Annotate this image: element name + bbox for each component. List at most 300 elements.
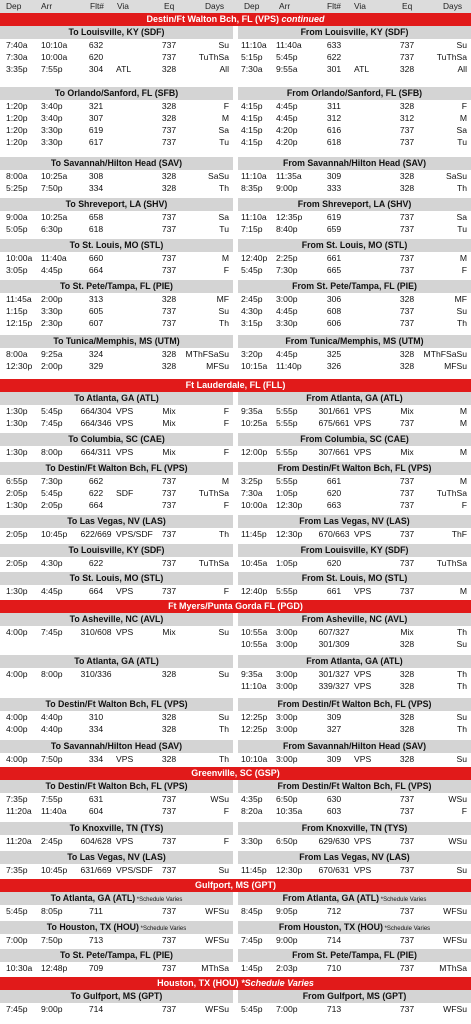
dep-time: 4:00p [6,724,28,734]
days: M [459,253,467,263]
route-title [238,239,471,252]
arr-time: 11:40a [276,40,302,50]
equipment: 737 [399,865,415,875]
inbound-route [238,698,471,735]
dep-time: 4:00p [6,754,28,764]
city-title: Ft Lauderdale, FL (FLL) [185,380,286,390]
flight-row [0,124,233,136]
inbound-route [238,280,471,329]
days: Su [456,712,467,722]
flight-number: 633 [326,40,342,50]
outbound-route [0,239,233,276]
equipment: 737 [399,125,415,135]
dep-time: 3:20p [241,349,263,359]
equipment: 737 [399,794,415,804]
via-airport: VPS [116,586,134,596]
inbound-route [238,921,471,946]
flight-row [0,360,233,372]
days: Sa [456,212,467,222]
route-title [238,392,471,405]
route-title [238,335,471,348]
via-airport: VPS [354,529,372,539]
equipment: 737 [399,529,415,539]
equipment: 737 [399,586,415,596]
days: WFSu [443,935,467,945]
dep-time: 1:30p [6,586,28,596]
arr-time: 4:30p [41,558,63,568]
equipment: 737 [161,558,177,568]
dep-time: 6:55p [6,476,28,486]
arr-time: 3:30p [276,318,298,328]
arr-time: 4:40p [41,724,63,734]
arr-time: 4:40p [41,712,63,722]
flight-number: 663 [326,500,342,510]
dep-time: 3:35p [6,64,28,74]
flight-row [238,835,471,847]
route-name: To Savannah/Hilton Head (SAV) [50,741,183,751]
flight-number: 304 [88,64,104,74]
equipment: 737 [399,52,415,62]
route-name: From Atlanta, GA (ATL) [306,393,403,403]
via-airport: VPS [354,406,372,416]
city-suffix: *Schedule Varies [238,978,314,988]
arr-time: 8:05p [41,906,63,916]
via-airport: VPS [354,754,372,764]
city-suffix: continued [279,14,325,24]
flight-row [0,51,233,63]
inbound-route [238,544,471,569]
flight-number: 325 [326,349,342,359]
inbound-route [238,851,471,876]
equipment: 737 [399,906,415,916]
days: Su [218,40,229,50]
equipment: 312 [399,113,415,123]
flight-row [238,805,471,817]
route-title [238,87,471,100]
route-title [238,198,471,211]
route-name: To Knoxville, TN (TYS) [69,823,164,833]
equipment: 737 [399,306,415,316]
city-title: Gulfport, MS (GPT) [195,880,276,890]
equipment: 328 [161,183,177,193]
via-airport: VPS [116,447,134,457]
equipment: 737 [399,963,415,973]
equipment: 328 [399,724,415,734]
flight-number: 665 [326,265,342,275]
flight-number: 631 [88,794,104,804]
outbound-route [0,921,233,946]
dep-time: 2:45p [241,294,263,304]
flight-row [238,1003,471,1015]
dep-time: 12:30p [6,361,33,371]
days: MFSu [444,361,467,371]
days: Th [456,183,467,193]
flight-row [0,252,233,264]
equipment: 737 [161,836,177,846]
flight-number: 713 [88,935,104,945]
flight-number: 664 [88,586,104,596]
flight-number: 670/663 [318,529,350,539]
arr-time: 5:55p [276,418,298,428]
flight-number: 670/631 [318,865,350,875]
equipment: 328 [399,361,415,371]
flight-row [238,39,471,51]
days: Su [456,754,467,764]
flight-number: 307/661 [318,447,350,457]
route-name: From Houston, TX (HOU) [278,922,383,932]
route-title [0,698,233,711]
dep-time: 1:20p [6,101,28,111]
dep-time: 8:20a [241,806,263,816]
route-name: From Destin/Ft Walton Bch, FL (VPS) [277,699,432,709]
arr-time: 9:25a [41,349,63,359]
days: F [223,447,229,457]
flight-number: 658 [88,212,104,222]
dep-time: 10:55a [241,639,268,649]
flight-number: 632 [88,40,104,50]
route-title [238,572,471,585]
flight-row [0,182,233,194]
flight-number: 622 [326,52,342,62]
equipment: Mix [400,406,414,416]
route-title [238,515,471,528]
days: SaSu [207,171,229,181]
flight-row [238,360,471,372]
arr-time: 1:05p [276,558,298,568]
days: WFSu [205,906,229,916]
arr-time: 7:50p [41,183,63,193]
arr-time: 7:50p [41,935,63,945]
flight-row [0,753,233,765]
days: Su [218,712,229,722]
equipment: 737 [399,836,415,846]
dep-time: 10:00a [241,500,268,510]
dep-time: 3:30p [241,836,263,846]
arr-time: 12:30p [276,865,303,875]
route-title [0,851,233,864]
outbound-route [0,780,233,817]
days: TuThSa [436,558,467,568]
flight-number: 608 [326,306,342,316]
days: M [459,447,467,457]
days: F [223,265,229,275]
arr-time: 4:45p [41,586,63,596]
flight-row [0,934,233,946]
arr-time: 2:03p [276,963,298,973]
via-airport: VPS [116,836,134,846]
days: Th [218,754,229,764]
route-name: To Las Vegas, NV (LAS) [67,516,166,526]
flight-number: 661 [326,253,342,263]
days: M [221,476,229,486]
dep-time: 7:45p [241,935,263,945]
days: Su [218,865,229,875]
days: Su [218,306,229,316]
arr-time: 10:00a [41,52,68,62]
flight-row [238,182,471,194]
dep-time: 2:05p [6,488,28,498]
days: Th [218,183,229,193]
equipment: 737 [399,40,415,50]
days: F [461,265,467,275]
flight-row [0,100,233,112]
equipment: 737 [399,253,415,263]
days: TuThSa [198,52,229,62]
arr-time: 3:00p [276,724,298,734]
via-airport: VPS/SDF [116,529,153,539]
outbound-route [0,892,233,917]
city-banner [0,13,471,26]
equipment: Mix [400,627,414,637]
inbound-route [238,239,471,276]
arr-time: 1:05p [276,488,298,498]
days: F [223,418,229,428]
flight-number: 334 [88,754,104,764]
flight-number: 313 [88,294,104,304]
arr-time: 8:00p [41,669,63,679]
flight-row [238,905,471,917]
days: M [221,253,229,263]
flight-row [238,680,471,692]
route-title [238,698,471,711]
arr-time: 10:25a [41,212,68,222]
flight-row [0,626,233,638]
flight-row [238,475,471,487]
days: Th [218,318,229,328]
days: F [223,500,229,510]
flight-row [0,499,233,511]
days: M [459,406,467,416]
days: WSu [210,794,229,804]
route-title [0,392,233,405]
header-days-right: Days [443,1,463,12]
city-title: Ft Myers/Punta Gorda FL (PGD) [168,601,303,611]
via-airport: ATL [116,64,132,74]
equipment: 328 [161,113,177,123]
days: Sa [218,212,229,222]
equipment: 737 [399,1004,415,1014]
arr-time: 4:45p [276,101,298,111]
days: WFSu [205,935,229,945]
equipment: 737 [161,212,177,222]
equipment: 737 [399,558,415,568]
flight-number: 620 [88,52,104,62]
dep-time: 3:25p [241,476,263,486]
days: Tu [219,137,229,147]
equipment: 328 [399,183,415,193]
route-name: From Louisville, KY (SDF) [300,27,409,37]
outbound-route [0,392,233,429]
equipment: 328 [161,294,177,304]
route-title [0,780,233,793]
route-note: *Schedule Varies [135,897,183,903]
flight-number: 712 [326,906,342,916]
equipment: 737 [161,935,177,945]
days: MThFSaSu [185,349,229,359]
route-title [0,198,233,211]
flight-number: 618 [326,137,342,147]
equipment: 737 [161,306,177,316]
equipment: 737 [161,963,177,973]
arr-time: 4:20p [276,137,298,147]
flight-row [238,112,471,124]
days: MFSu [206,361,229,371]
route-name: From Louisville, KY (SDF) [300,545,409,555]
dep-time: 5:45p [6,906,28,916]
flight-row [0,293,233,305]
equipment: 737 [161,586,177,596]
dep-time: 7:30a [241,64,263,74]
flight-number: 659 [326,224,342,234]
flight-number: 308 [88,171,104,181]
route-note: *Schedule Varies [382,926,431,932]
flight-row [0,417,233,429]
equipment: 328 [399,64,415,74]
dep-time: 12:15p [6,318,33,328]
equipment: Mix [162,418,176,428]
inbound-route [238,822,471,847]
equipment: 737 [161,125,177,135]
days: Su [456,865,467,875]
city-banner [0,600,471,613]
route-name: From Destin/Ft Walton Bch, FL (VPS) [277,463,432,473]
via-airport: VPS [116,406,134,416]
equipment: 737 [399,806,415,816]
arr-time: 3:30p [41,125,63,135]
equipment: 737 [399,500,415,510]
days: WSu [448,836,467,846]
flight-row [0,793,233,805]
route-title [0,892,233,905]
flight-row [238,264,471,276]
flight-number: 334 [88,724,104,734]
flight-number: 619 [326,212,342,222]
days: WSu [448,794,467,804]
equipment: 328 [161,101,177,111]
outbound-route [0,990,233,1015]
flight-row [0,711,233,723]
arr-time: 12:30p [276,529,303,539]
dep-time: 4:00p [6,712,28,722]
days: Th [456,318,467,328]
arr-time: 2:45p [41,836,63,846]
equipment: 328 [399,754,415,764]
flight-number: 301 [326,64,342,74]
dep-time: 2:05p [6,529,28,539]
flight-number: 629/630 [318,836,350,846]
outbound-route [0,655,233,680]
equipment: 737 [161,224,177,234]
days: Su [218,627,229,637]
flight-number: 713 [326,1004,342,1014]
route-name: From Orlando/Sanford, FL (SFB) [286,88,423,98]
days: Su [218,669,229,679]
arr-time: 10:35a [276,806,303,816]
arr-time: 9:00p [276,183,298,193]
outbound-route [0,335,233,372]
flight-row [238,51,471,63]
flight-row [238,499,471,511]
via-airport: VPS/SDF [116,865,153,875]
route-name: To Savannah/Hilton Head (SAV) [50,158,183,168]
arr-time: 11:35a [276,171,302,181]
dep-time: 11:10a [241,40,267,50]
days: Th [456,669,467,679]
header-dep: Dep [6,1,22,12]
flight-row [0,348,233,360]
flight-number: 603 [326,806,342,816]
dep-time: 7:00p [6,935,28,945]
route-name: To Atlanta, GA (ATL) [74,656,159,666]
flight-number: 664/304 [80,406,112,416]
flight-number: 622 [88,488,104,498]
days: M [459,476,467,486]
flight-number: 661 [326,586,342,596]
dep-time: 4:15p [241,137,263,147]
via-airport: VPS [354,447,372,457]
inbound-route [238,392,471,429]
dep-time: 4:15p [241,125,263,135]
flight-row [0,305,233,317]
inbound-route [238,462,471,511]
dep-time: 1:30p [6,406,28,416]
days: F [461,101,467,111]
dep-time: 11:10a [241,212,267,222]
route-name: From St. Pete/Tampa, FL (PIE) [292,950,417,960]
days: Th [218,724,229,734]
flight-row [0,223,233,235]
flight-row [238,348,471,360]
days: F [223,101,229,111]
dep-time: 8:00a [6,171,28,181]
flight-number: 662 [88,476,104,486]
inbound-route [238,335,471,372]
flight-row [0,864,233,876]
flight-number: 664/346 [80,418,112,428]
dep-time: 2:05p [6,558,28,568]
flight-row [238,252,471,264]
dep-time: 1:20p [6,125,28,135]
flight-number: 329 [88,361,104,371]
route-name: From Shreveport, LA (SHV) [297,199,412,209]
flight-row [0,63,233,75]
flight-number: 622 [88,558,104,568]
flight-row [0,585,233,597]
city-title: Destin/Ft Walton Bch, FL (VPS) [146,14,279,24]
dep-time: 7:35p [6,794,28,804]
equipment: 328 [161,724,177,734]
route-title [238,157,471,170]
outbound-route [0,433,233,458]
equipment: 737 [161,488,177,498]
days: TuThSa [198,488,229,498]
route-name: From Savannah/Hilton Head (SAV) [282,158,427,168]
route-name: From Atlanta, GA (ATL) [306,656,403,666]
equipment: 737 [161,52,177,62]
flight-row [238,305,471,317]
via-airport: VPS [354,865,372,875]
dep-time: 9:35a [241,669,263,679]
flight-row [0,317,233,329]
flight-number: 607 [88,318,104,328]
days: Sa [218,125,229,135]
route-name: To St. Pete/Tampa, FL (PIE) [60,281,173,291]
flight-row [238,962,471,974]
equipment: 328 [161,712,177,722]
flight-number: 327 [326,724,342,734]
flight-row [238,668,471,680]
equipment: 328 [399,294,415,304]
